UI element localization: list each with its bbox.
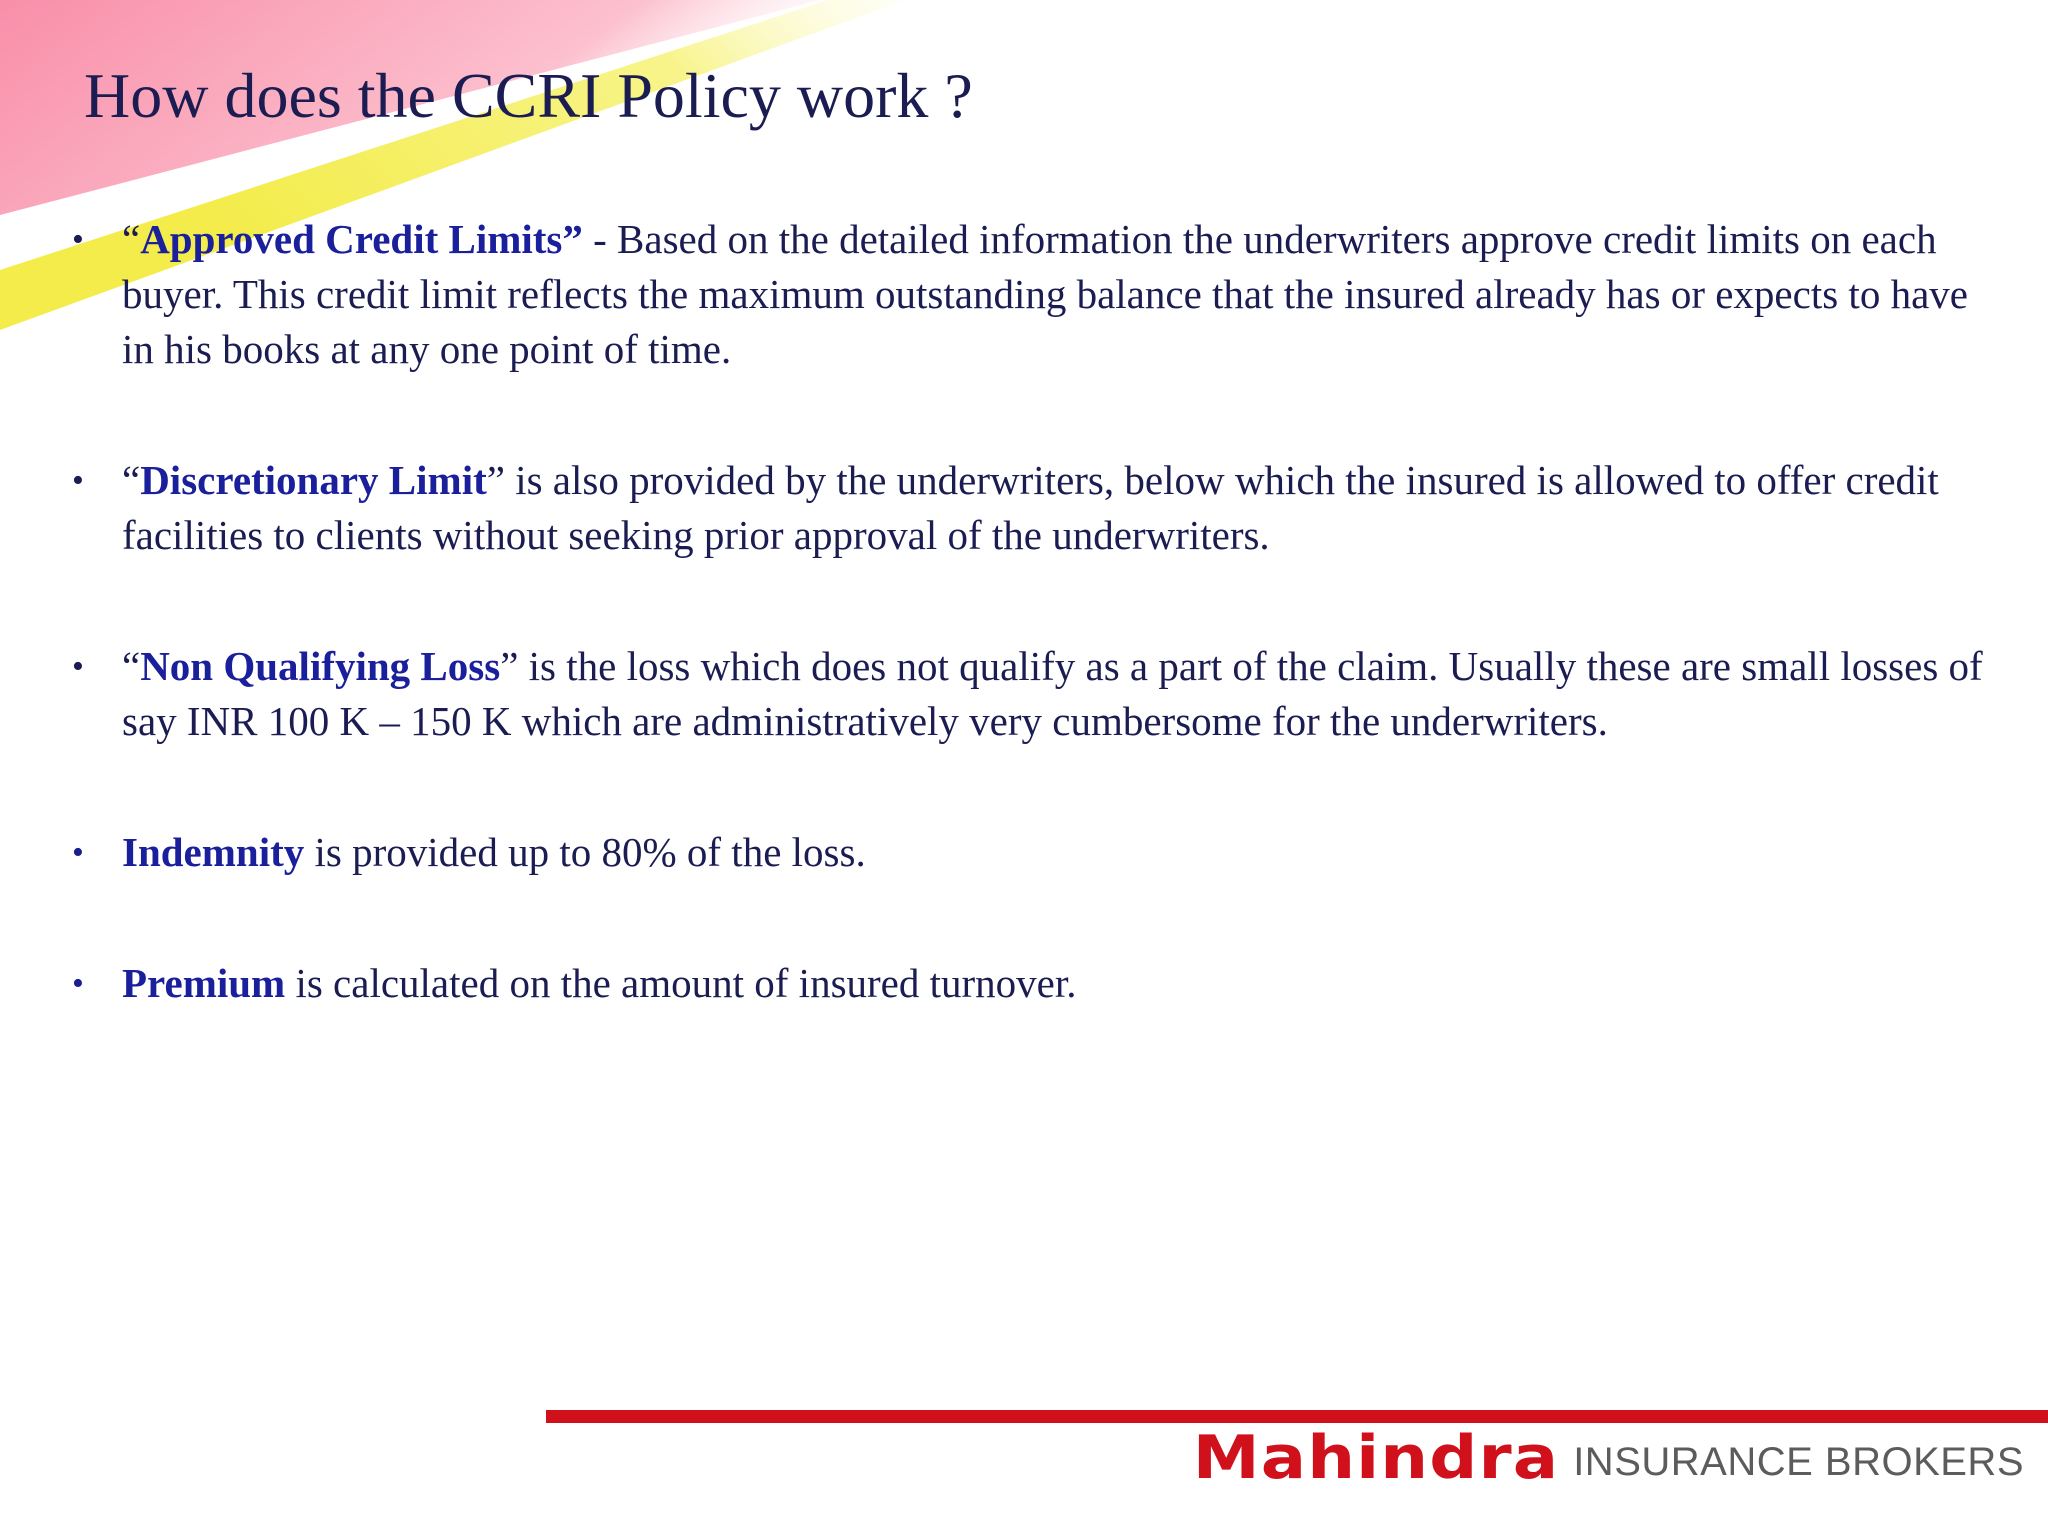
bullet-list [72, 212, 1992, 1011]
bullet-approved-credit-limits [72, 212, 1992, 377]
term-non-qualifying-loss: Non Qualifying Loss [140, 643, 501, 689]
bullet-text: ” is the loss which does not qualify as a part of the claim. Usually these are small losses of say INR 100 K – 150 K which are administratively very cumbersome for the underwriters. [122, 643, 1983, 744]
logo-tagline: INSURANCE BROKERS [1573, 1440, 2024, 1484]
bullet-dot-icon: • [72, 462, 84, 499]
bullet-indemnity [72, 825, 1992, 880]
bullet-text: - Based on the detailed information the underwriters approve credit limits on each buyer. This credit limit reflects the maximum outstanding balance that the insured already has or expects to have in his books at any one point of time. [122, 216, 1968, 372]
bullet-premium [72, 956, 1992, 1011]
bullet-dot-icon: • [72, 221, 84, 258]
bullet-text: is provided up to 80% of the loss. [304, 829, 866, 875]
bullet-text: is calculated on the amount of insured turnover. [285, 960, 1077, 1006]
bullet-text: ” is also provided by the underwriters, below which the insured is allowed to offer credit facilities to clients without seeking prior approval of the underwriters. [122, 457, 1939, 558]
bullet-discretionary-limit [72, 453, 1992, 563]
open-quote: “ [122, 216, 141, 262]
term-approved-credit-limits: Approved Credit Limits” [140, 216, 583, 262]
slide-title: How does the CCRI Policy work ? [84, 60, 973, 131]
term-premium: Premium [122, 960, 286, 1006]
bullet-dot-icon: • [72, 834, 84, 871]
term-discretionary-limit: Discretionary Limit [140, 457, 487, 503]
term-indemnity: Indemnity [122, 829, 305, 875]
open-quote: “ [122, 643, 141, 689]
bullet-dot-icon: • [72, 965, 84, 1002]
bullet-dot-icon: • [72, 648, 84, 685]
open-quote: “ [122, 457, 141, 503]
mahindra-logo [1192, 1423, 2024, 1493]
footer-divider [546, 1410, 2048, 1423]
logo-brand: Mahindra [1192, 1423, 1560, 1493]
bullet-non-qualifying-loss [72, 639, 1992, 749]
